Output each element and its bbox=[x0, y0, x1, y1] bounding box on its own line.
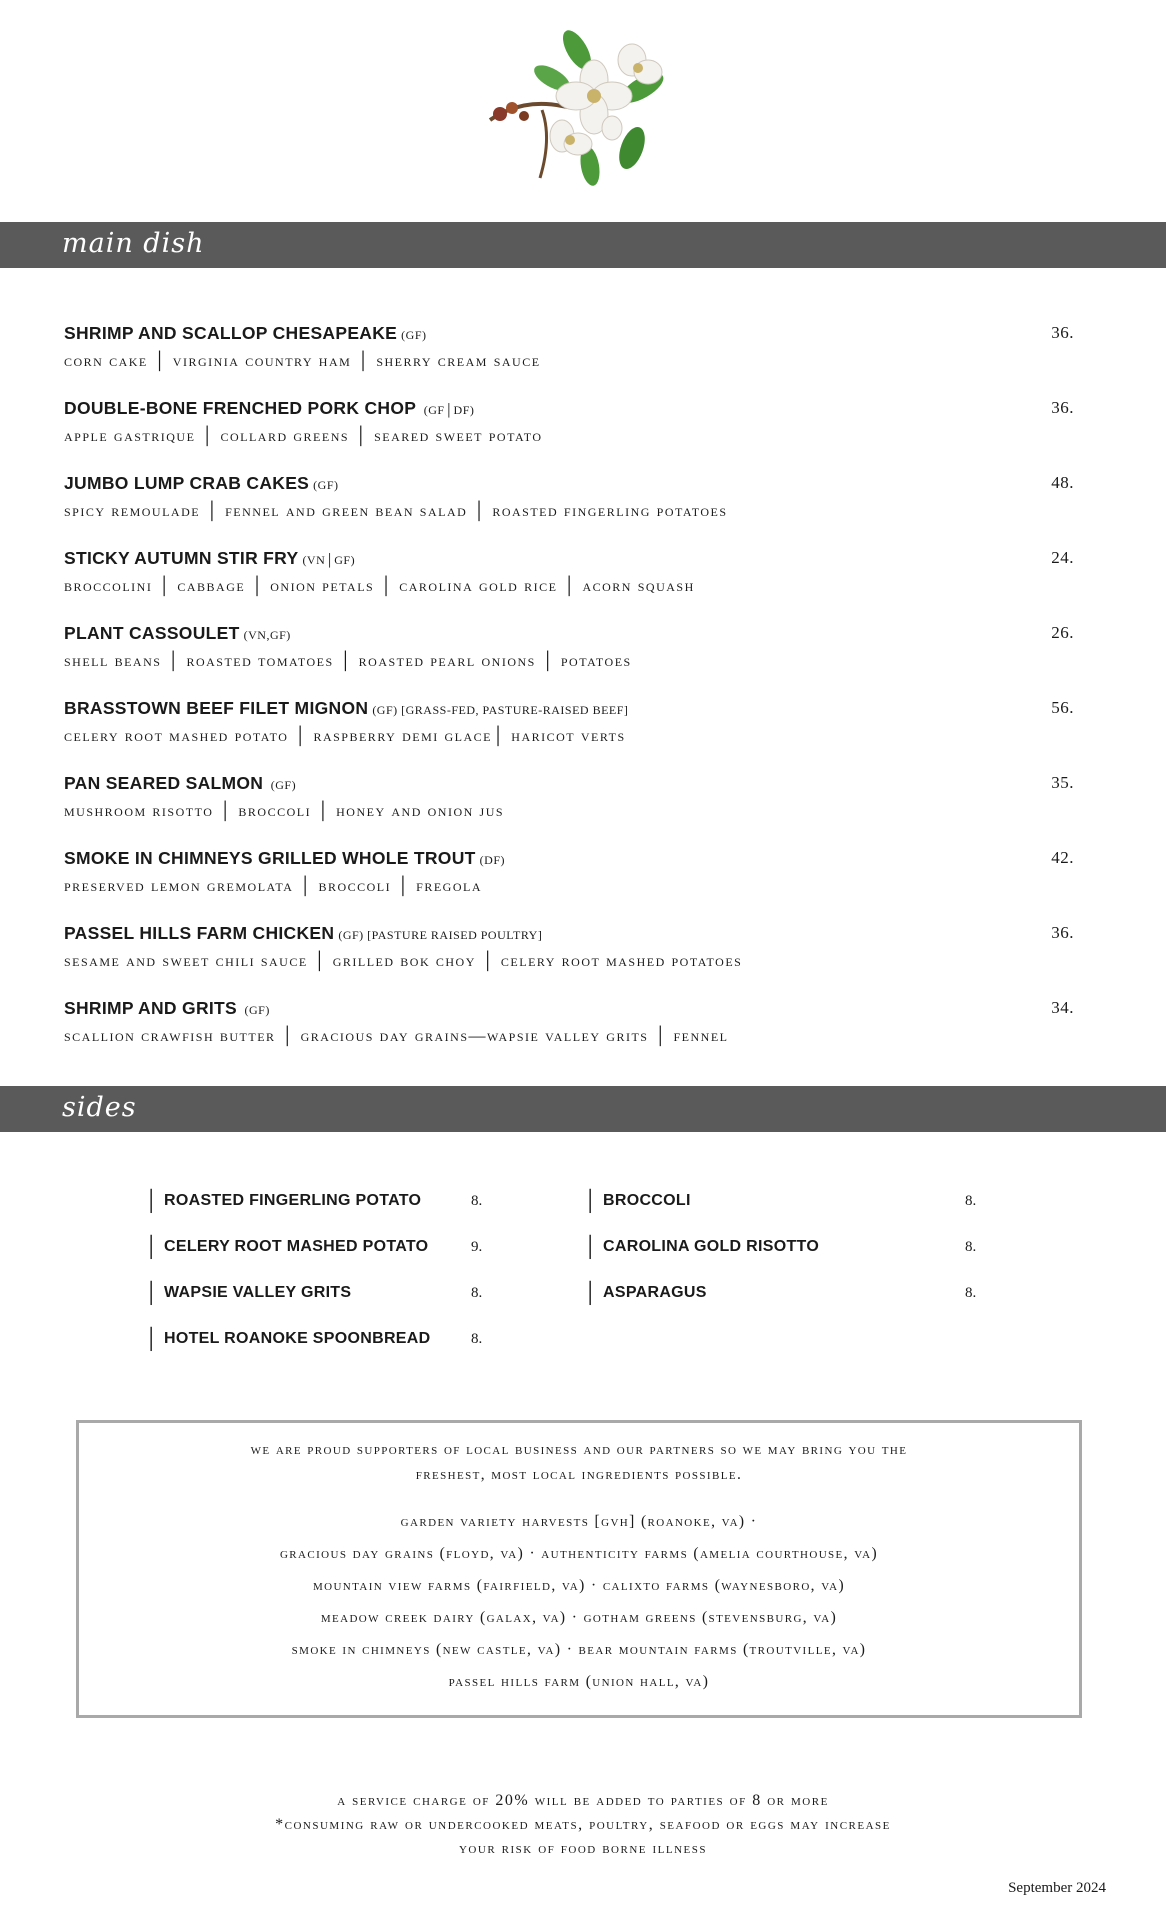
raw-food-warning: your risk of food borne illness bbox=[458, 1840, 708, 1857]
dish-name: BRASSTOWN BEEF FILET MIGNON (GF) [GRASS-FED, PASTURE-RAISED BEEF] bbox=[64, 698, 629, 718]
partner-line: passel hills farm (union hall, va) bbox=[448, 1673, 710, 1690]
dish-description: celery root mashed potato │ raspberry demi glace│ haricot verts bbox=[64, 726, 626, 745]
dish-price: 36. bbox=[1051, 923, 1074, 942]
dish-tags: (GF) bbox=[401, 328, 427, 342]
dish-description: sesame and sweet chili sauce │ grilled bok choy │ celery root mashed potatoes bbox=[64, 951, 743, 970]
partners-intro: freshest, most local ingredients possible. bbox=[415, 1466, 743, 1483]
dish-price: 24. bbox=[1051, 548, 1074, 567]
dish-tags: (VN,GF) bbox=[243, 628, 291, 642]
main-dish-title: main dish bbox=[62, 228, 205, 259]
dish-price: 48. bbox=[1051, 473, 1074, 492]
dish-name: JUMBO LUMP CRAB CAKES (GF) bbox=[64, 473, 339, 493]
side-price: 8. bbox=[965, 1193, 977, 1209]
side-divider: │ bbox=[583, 1236, 598, 1258]
side-divider: │ bbox=[144, 1282, 159, 1304]
dish-name: DOUBLE-BONE FRENCHED PORK CHOP (GF│DF) bbox=[64, 398, 475, 418]
dish-tags: (VN│GF) bbox=[302, 553, 356, 567]
dish-item bbox=[64, 473, 1074, 533]
dish-tags: (GF) bbox=[267, 778, 297, 792]
dish-item bbox=[64, 773, 1074, 833]
side-price: 8. bbox=[965, 1285, 977, 1301]
dish-description: preserved lemon gremolata │ broccoli │ fregola bbox=[64, 876, 483, 895]
dish-item bbox=[64, 398, 1074, 458]
dish-tags: (GF) bbox=[313, 478, 339, 492]
dish-item bbox=[64, 923, 1074, 983]
side-divider: │ bbox=[144, 1328, 159, 1350]
side-name: CAROLINA GOLD RISOTTO bbox=[603, 1238, 820, 1255]
dish-price: 35. bbox=[1051, 773, 1074, 792]
partner-line: smoke in chimneys (new castle, va) · bear mountain farms (troutville, va) bbox=[291, 1641, 867, 1658]
dish-description: broccolini │ cabbage │ onion petals │ carolina gold rice │ acorn squash bbox=[64, 576, 695, 595]
side-divider: │ bbox=[583, 1190, 598, 1212]
side-price: 8. bbox=[965, 1239, 977, 1255]
dish-price: 34. bbox=[1051, 998, 1074, 1017]
dish-description: shell beans │ roasted tomatoes │ roasted pearl onions │ potatoes bbox=[64, 651, 632, 670]
dish-name: SMOKE IN CHIMNEYS GRILLED WHOLE TROUT (DF) bbox=[64, 848, 505, 868]
main-dish-header bbox=[0, 222, 1166, 268]
side-name: ASPARAGUS bbox=[603, 1284, 707, 1301]
dish-item bbox=[64, 548, 1074, 608]
dish-item bbox=[64, 848, 1074, 908]
dish-tags: (DF) bbox=[479, 853, 505, 867]
side-name: CELERY ROOT MASHED POTATO bbox=[164, 1238, 429, 1255]
dish-description: apple gastrique │ collard greens │ seared sweet potato bbox=[64, 426, 543, 445]
dish-tags: (GF) [PASTURE RAISED POULTRY] bbox=[338, 928, 543, 942]
side-item bbox=[144, 1284, 484, 1310]
side-divider: │ bbox=[583, 1282, 598, 1304]
side-divider: │ bbox=[144, 1190, 159, 1212]
dish-description: corn cake │ virginia country ham │ sherry cream sauce bbox=[64, 351, 541, 370]
dish-name: PAN SEARED SALMON (GF) bbox=[64, 773, 297, 793]
dish-name: SHRIMP AND GRITS (GF) bbox=[64, 998, 270, 1018]
partner-line: garden variety harvests [gvh] (roanoke, va) · bbox=[400, 1513, 758, 1530]
side-name: HOTEL ROANOKE SPOONBREAD bbox=[164, 1330, 431, 1347]
side-item bbox=[583, 1192, 983, 1218]
raw-food-warning: *consuming raw or undercooked meats, poultry, seafood or eggs may increase bbox=[275, 1816, 891, 1833]
side-item bbox=[144, 1192, 484, 1218]
dish-description: spicy remoulade │ fennel and green bean salad │ roasted fingerling potatoes bbox=[64, 501, 728, 520]
dish-item bbox=[64, 698, 1074, 758]
side-price: 9. bbox=[471, 1239, 483, 1255]
menu-date: September 2024 bbox=[1008, 1880, 1106, 1896]
sides-header bbox=[0, 1086, 1166, 1132]
side-item bbox=[144, 1330, 484, 1356]
dish-name: PASSEL HILLS FARM CHICKEN (GF) [PASTURE RAISED POULTRY] bbox=[64, 923, 543, 943]
service-charge-notice: a service charge of 20% will be added to parties of 8 or more bbox=[337, 1792, 829, 1809]
dish-name: PLANT CASSOULET (VN,GF) bbox=[64, 623, 291, 643]
side-name: BROCCOLI bbox=[603, 1192, 691, 1209]
dish-description: scallion crawfish butter │ gracious day grains—wapsie valley grits │ fennel bbox=[64, 1026, 729, 1045]
side-price: 8. bbox=[471, 1193, 483, 1209]
side-item bbox=[583, 1284, 983, 1310]
dish-name: SHRIMP AND SCALLOP CHESAPEAKE (GF) bbox=[64, 323, 427, 343]
side-item bbox=[583, 1238, 983, 1264]
dish-tags: (GF) [GRASS-FED, PASTURE-RAISED BEEF] bbox=[372, 703, 629, 717]
dish-item bbox=[64, 323, 1074, 383]
sides-title: sides bbox=[62, 1092, 137, 1123]
side-price: 8. bbox=[471, 1285, 483, 1301]
partner-line: gracious day grains (floyd, va) · authenticity farms (amelia courthouse, va) bbox=[279, 1545, 879, 1562]
dish-price: 36. bbox=[1051, 323, 1074, 342]
dish-price: 26. bbox=[1051, 623, 1074, 642]
side-divider: │ bbox=[144, 1236, 159, 1258]
dish-price: 56. bbox=[1051, 698, 1074, 717]
side-item bbox=[144, 1238, 484, 1264]
dish-price: 36. bbox=[1051, 398, 1074, 417]
dish-item bbox=[64, 623, 1074, 683]
dish-item bbox=[64, 998, 1074, 1058]
dish-description: mushroom risotto │ broccoli │ honey and onion jus bbox=[64, 801, 505, 820]
partner-line: mountain view farms (fairfield, va) · calixto farms (waynesboro, va) bbox=[312, 1577, 846, 1594]
local-partners-box bbox=[76, 1420, 1082, 1718]
partner-line: meadow creek dairy (galax, va) · gotham greens (stevensburg, va) bbox=[320, 1609, 838, 1626]
dish-tags: (GF│DF) bbox=[420, 403, 475, 417]
dish-price: 42. bbox=[1051, 848, 1074, 867]
side-price: 8. bbox=[471, 1331, 483, 1347]
dogwood-flower-icon bbox=[482, 28, 672, 196]
side-name: ROASTED FINGERLING POTATO bbox=[164, 1192, 422, 1209]
dish-tags: (GF) bbox=[241, 1003, 270, 1017]
dish-name: STICKY AUTUMN STIR FRY (VN│GF) bbox=[64, 548, 356, 568]
partners-intro: we are proud supporters of local business and our partners so we may bring you the bbox=[250, 1441, 908, 1458]
side-name: WAPSIE VALLEY GRITS bbox=[164, 1284, 352, 1301]
